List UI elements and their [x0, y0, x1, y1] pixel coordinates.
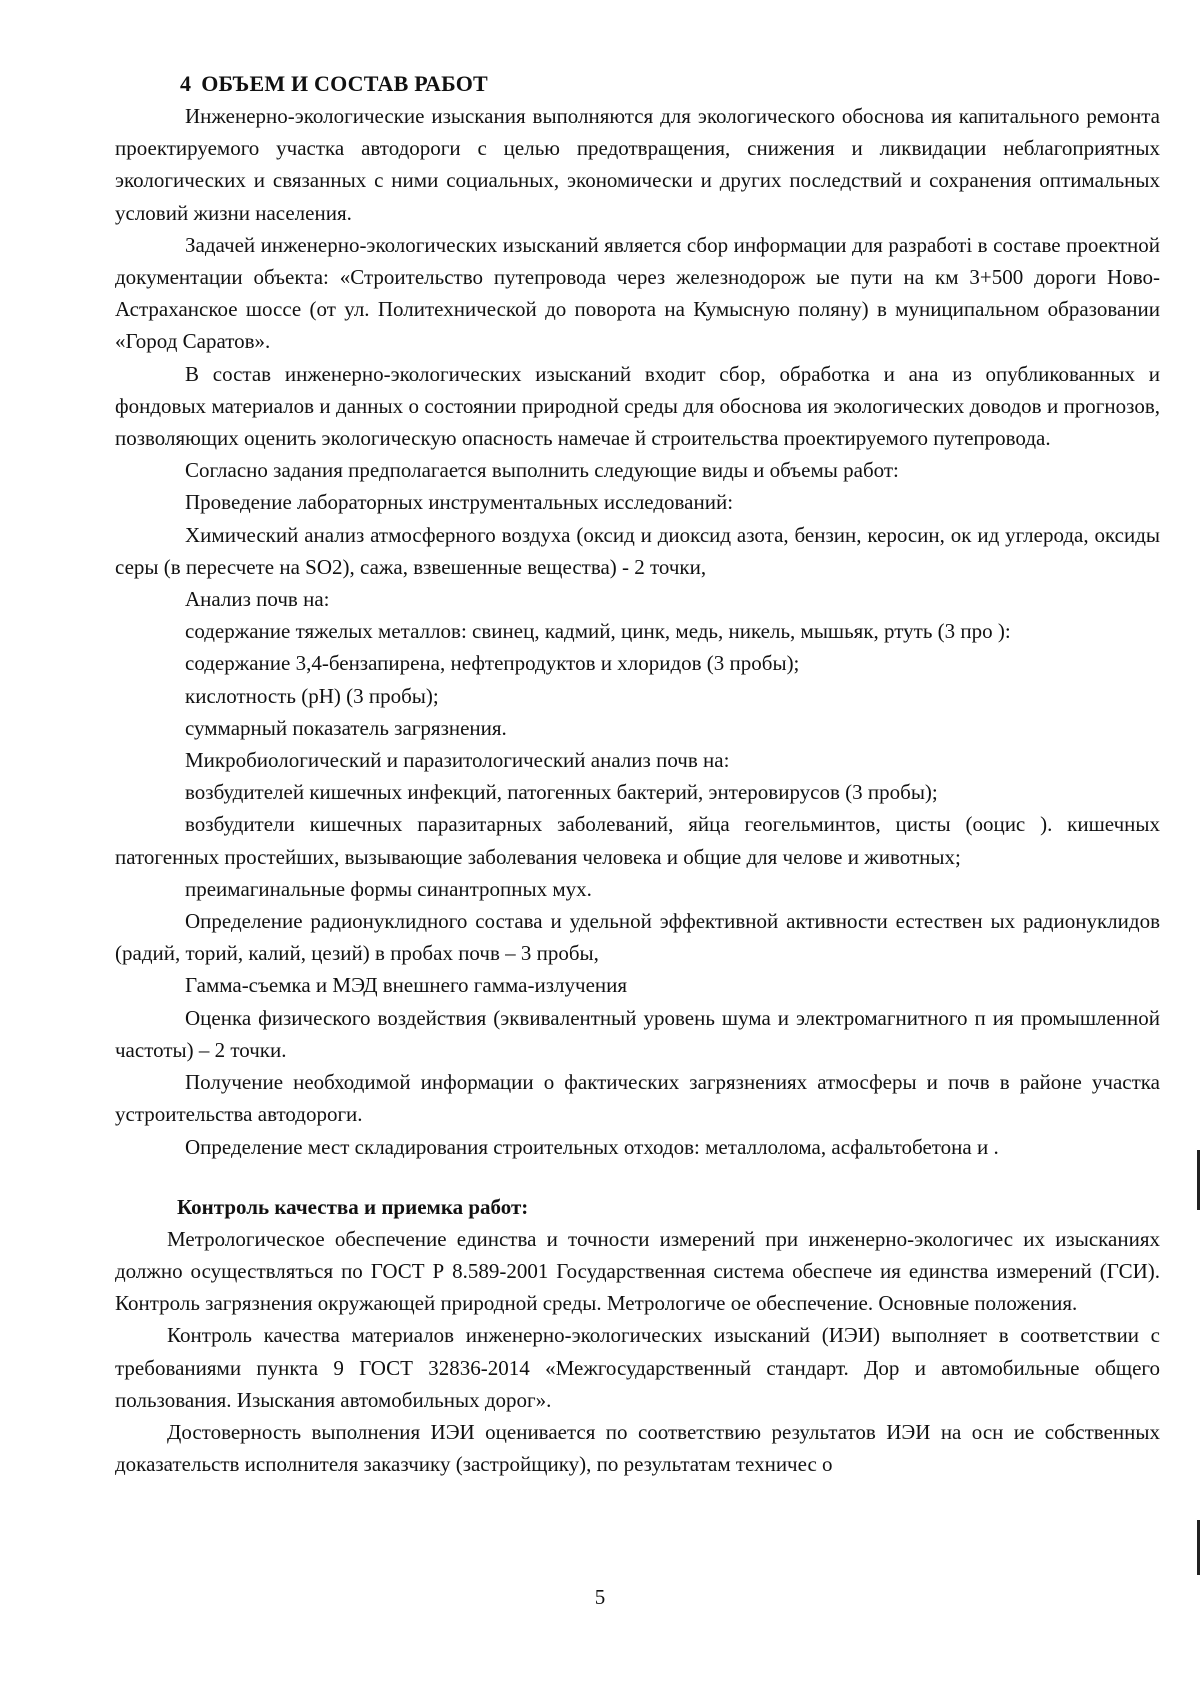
- paragraph: Оценка физического воздействия (эквивалентный уровень шума и электромагнитного п ия промышленной частоты) – 2 точки.: [115, 1005, 1160, 1062]
- page-content: [115, 68, 1160, 1480]
- paragraph: Согласно задания предполагается выполнить следующие виды и объемы работ:: [185, 458, 899, 483]
- paragraph: Химический анализ атмосферного воздуха (оксид и диоксид азота, бензин, керосин, ок ид углерода, оксиды серы (в пересчете на SO2), сажа, взвешенные вещества) - 2 точки,: [115, 522, 1160, 579]
- paragraph: Микробиологический и паразитологический анализ почв на:: [185, 748, 730, 773]
- paragraph: Определение радионуклидного состава и удельной эффективной активности естествен ых радионуклидов (радий, торий, калий, цезий) в пробах почв – 3 пробы,: [115, 909, 1160, 966]
- list-item: суммарный показатель загрязнения.: [185, 715, 507, 740]
- section-title: ОБЪЕМ И СОСТАВ РАБОТ: [201, 71, 488, 96]
- paragraph: Проведение лабораторных инструментальных исследований:: [185, 490, 734, 515]
- list-item: содержание тяжелых металлов: свинец, кадмий, цинк, медь, никель, мышьяк, ртуть (3 про ):: [185, 619, 1011, 644]
- section-heading: [180, 68, 1160, 100]
- paragraph: Определение мест складирования строительных отходов: металлолома, асфальтобетона и .: [185, 1134, 999, 1159]
- list-item: содержание 3,4-бензапирена, нефтепродуктов и хлоридов (3 пробы);: [185, 651, 800, 676]
- paragraph: Метрологическое обеспечение единства и точности измерений при инженерно-экологичес их изысканиях должно осуществляться по ГОСТ Р 8.589-2001 Государственная система обеспече ия единства измерений (ГСИ). Контроль загрязнения окружающей природной среды. Метрологиче ое обеспечение. Основные положения.: [115, 1226, 1160, 1316]
- paragraph: Задачей инженерно-экологических изысканий является сбор информации для разработі в составе проектной документации объекта: «Строительство путепровода через железнодорож ые пути на км 3+500 дороги Ново-Астраханское шоссе (от ул. Политехнической до поворота на Кумысную поляну) в муниципальном образовании «Город Саратов».: [115, 232, 1160, 354]
- paragraph: Гамма-съемка и МЭД внешнего гамма-излучения: [185, 973, 628, 998]
- list-item: возбудители кишечных паразитарных заболеваний, яйца геогельминтов, цисты (ооцис ). кишечных патогенных простейших, вызывающие заболевания человека и общие для челове и животных;: [115, 812, 1160, 869]
- paragraph: Получение необходимой информации о фактических загрязнениях атмосферы и почв в районе участка устроительства автодороги.: [115, 1070, 1160, 1127]
- paragraph: Достоверность выполнения ИЭИ оценивается по соответствию результатов ИЭИ на осн ие собственных доказательств исполнителя заказчику (застройщику), по результатам техничес о: [115, 1419, 1160, 1477]
- list-item: кислотность (pH) (3 пробы);: [185, 683, 439, 708]
- paragraph: Контроль качества материалов инженерно-экологических изысканий (ИЭИ) выполняет в соответствии с требованиями пункта 9 ГОСТ 32836-2014 «Межгосударственный стандарт. Дор и автомобильные общего пользования. Изыскания автомобильных дорог».: [115, 1323, 1160, 1412]
- section-number: 4: [180, 71, 192, 96]
- paragraph: В состав инженерно-экологических изысканий входит сбор, обработка и ана из опубликованных и фондовых материалов и данных о состоянии природной среды для обоснова ия экологических доводов и прогнозов, позволяющих оценить экологическую опасность намечае й строительства проектируемого путепровода.: [115, 361, 1160, 451]
- subsection-heading: Контроль качества и приемка работ:: [177, 1194, 529, 1219]
- page-number: 5: [594, 1585, 606, 1609]
- list-item: преимагинальные формы синантропных мух.: [185, 876, 592, 901]
- paragraph: Анализ почв на:: [185, 587, 330, 612]
- paragraph: Инженерно-экологические изыскания выполняются для экологического обоснова ия капитального ремонта проектируемого участка автодороги с целью предотвращения, снижения и ликвидации неблагоприятных экологических и связанных с ними социальных, экономически и других последствий и сохранения оптимальных условий жизни населения.: [115, 104, 1160, 225]
- list-item: возбудителей кишечных инфекций, патогенных бактерий, энтеровирусов (3 пробы);: [185, 780, 938, 805]
